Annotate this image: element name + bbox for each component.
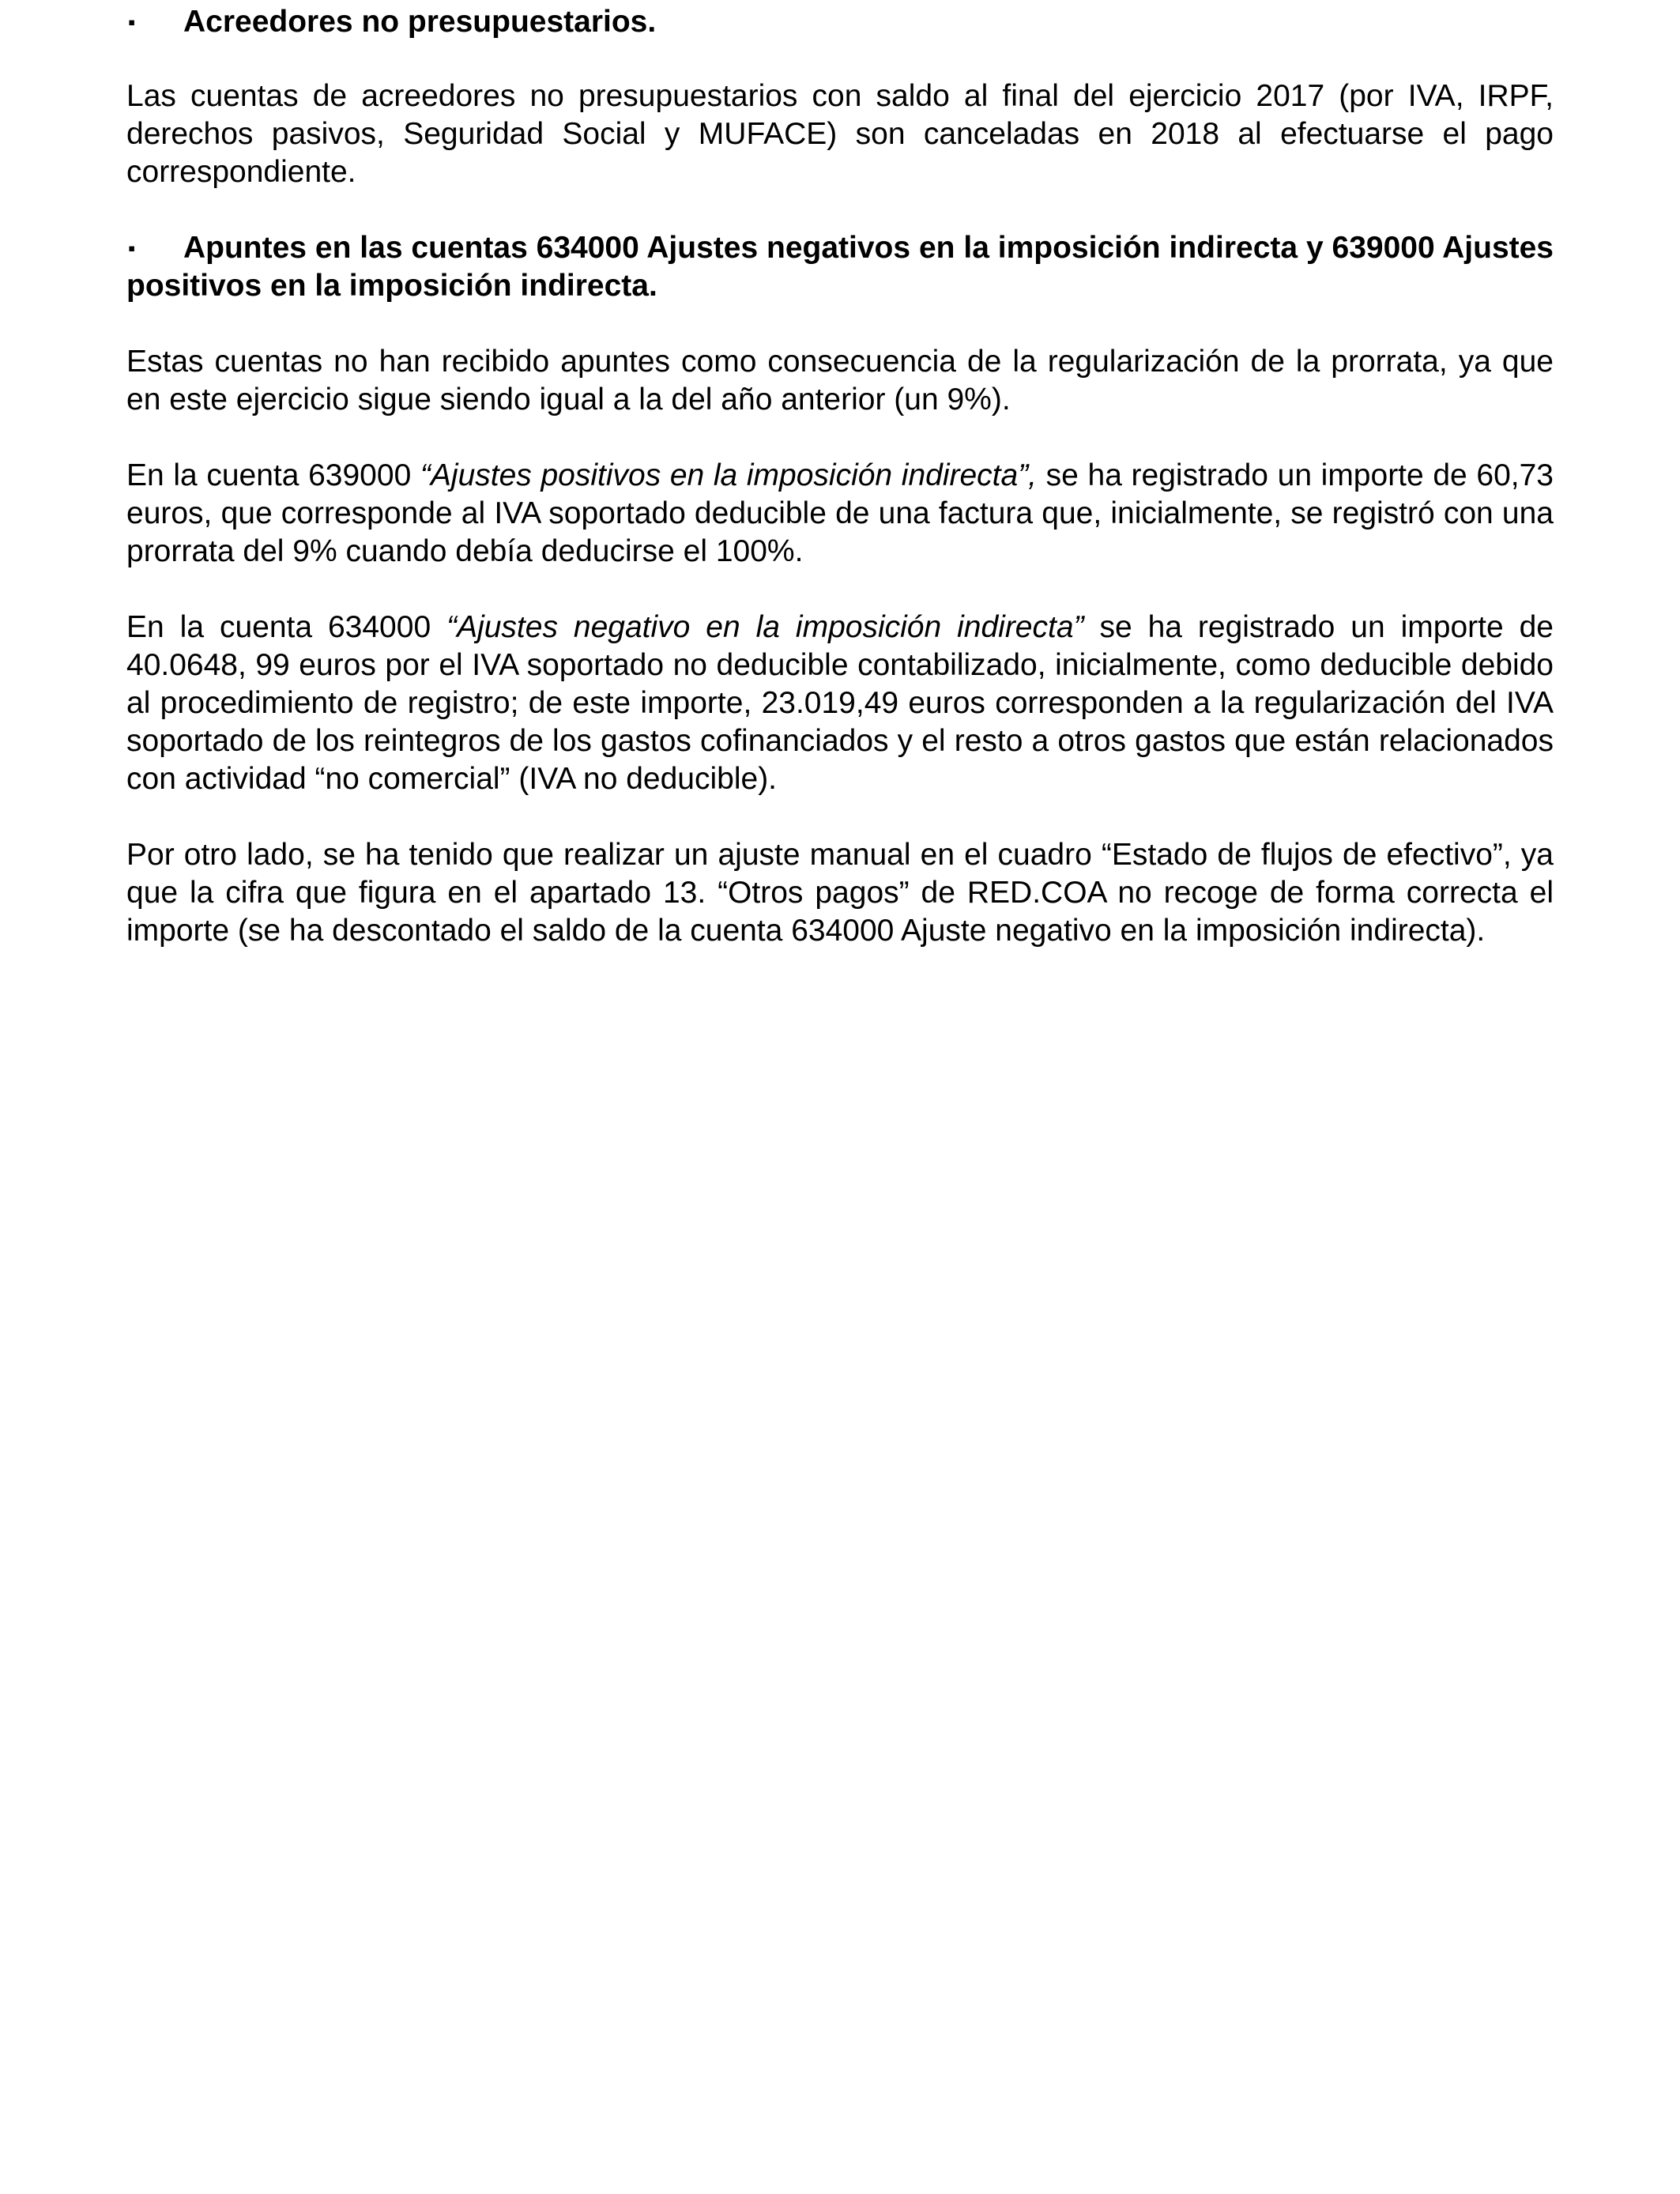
- bullet-square-icon: ▪: [128, 236, 136, 260]
- text-span: se ha registrado un importe de 60,73 euros, que corresponde al IVA soportado deducible de una factura que, inicialmente, se registró con una prorrata del 9% cuando debía deducirse el 100%.: [126, 458, 1554, 568]
- paragraph-cuenta-634000: [126, 609, 1554, 798]
- paragraph-cuenta-639000: [126, 457, 1554, 571]
- bullet-square-icon: ▪: [128, 10, 136, 34]
- section-heading-acreedores: [126, 3, 1554, 41]
- heading-text: Apuntes en las cuentas 634000 Ajustes negativos en la imposición indirecta y 639000 Ajustes positivos en la imposición indirecta.: [126, 231, 1554, 303]
- italic-account-name: “Ajustes negativo en la imposición indirecta”: [446, 610, 1084, 644]
- text-span: En la cuenta 634000: [126, 610, 447, 644]
- italic-account-name: “Ajustes positivos en la imposición indirecta”,: [420, 458, 1038, 492]
- paragraph-acreedores: Las cuentas de acreedores no presupuestarios con saldo al final del ejercicio 2017 (por IVA, IRPF, derechos pasivos, Seguridad Social y MUFACE) son canceladas en 2018 al efectuarse el pago correspondiente.: [126, 79, 1554, 189]
- text-span: se ha registrado un importe de 40.0648, 99 euros por el IVA soportado no deducible contabilizado, inicialmente, como deducible debido al procedimiento de registro; de este importe, 23.019,49 euros corresponden a la regularización del IVA soportado de los reintegros de los gastos cofinanciados y el resto a otros gastos que están relacionados con actividad “no comercial” (IVA no deducible).: [126, 610, 1554, 796]
- text-span: En la cuenta 639000: [126, 458, 420, 492]
- paragraph-flujos-efectivo: Por otro lado, se ha tenido que realizar un ajuste manual en el cuadro “Estado de flujos de efectivo”, ya que la cifra que figura en el apartado 13. “Otros pagos” de RED.COA no recoge de forma correcta el importe (se ha descontado el saldo de la cuenta 634000 Ajuste negativo en la imposición indirecta).: [126, 838, 1554, 948]
- heading-text: Acreedores no presupuestarios.: [183, 5, 657, 39]
- section-heading-apuntes: [126, 229, 1554, 305]
- paragraph-prorrata: Estas cuentas no han recibido apuntes como consecuencia de la regularización de la prorrata, ya que en este ejercicio sigue siendo igual a la del año anterior (un 9%).: [126, 345, 1554, 417]
